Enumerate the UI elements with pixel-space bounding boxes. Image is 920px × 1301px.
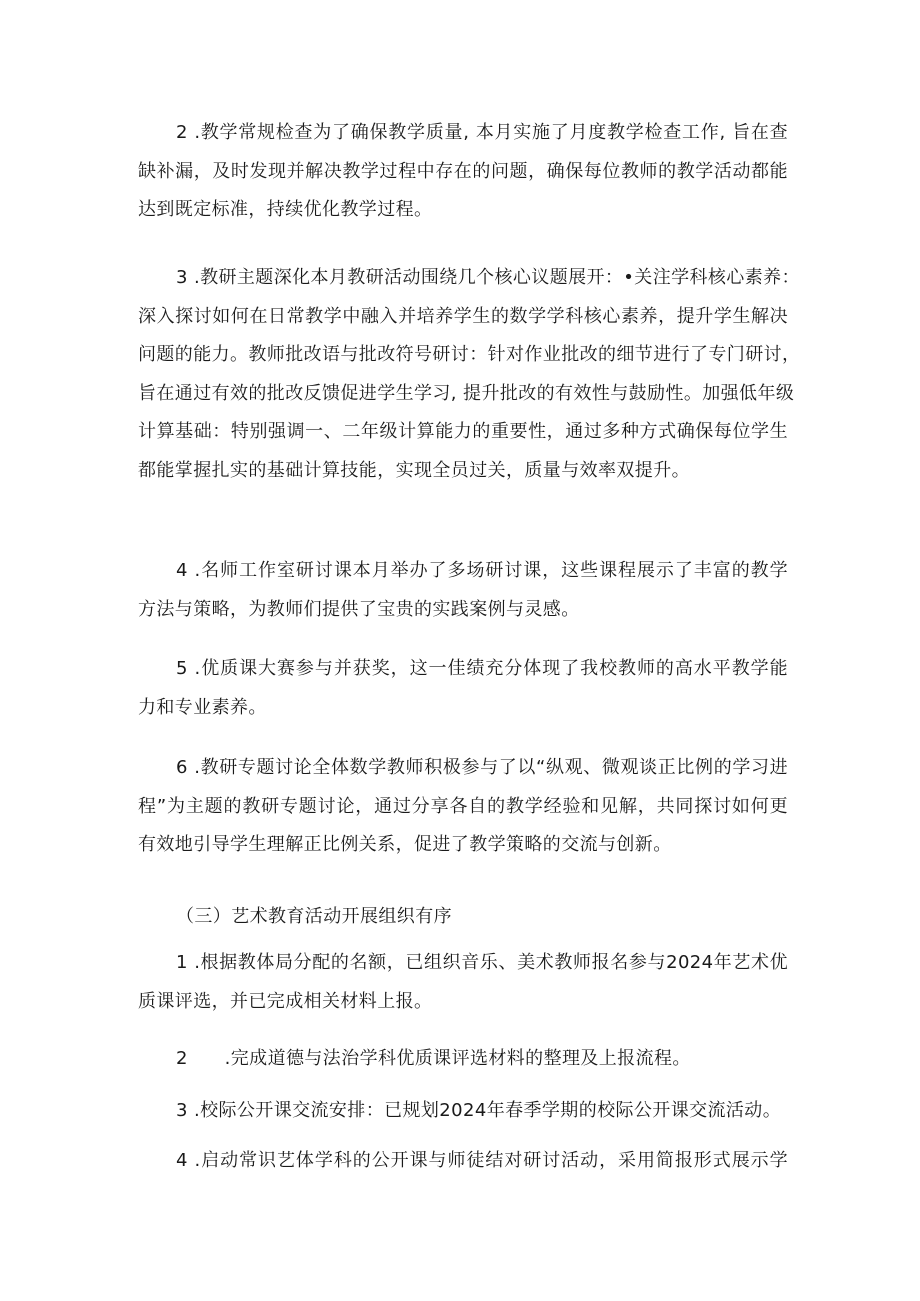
text-line: 质课评选，并已完成相关材料上报。 — [138, 990, 433, 1012]
paragraph-art-1 — [138, 944, 788, 1021]
text-line: 4 .启动常识艺体学科的公开课与师徒结对研讨活动，采用简报形式展示学 — [176, 1150, 788, 1171]
text-line: 方法与策略，为教师们提供了宝贵的实践案例与灵感。 — [138, 598, 580, 620]
paragraph-item-4 — [138, 552, 788, 629]
text-line: 1 .根据教体局分配的名额，已组织音乐、美术教师报名参与2024年艺术优 — [176, 952, 788, 973]
text-line: 旨在通过有效的批改反馈促进学生学习, 提升批改的有效性与鼓励性。加强低年级 — [138, 382, 795, 404]
paragraph-item-2 — [138, 114, 788, 230]
text-line: 都能掌握扎实的基础计算技能，实现全员过关，质量与效率双提升。 — [138, 459, 690, 481]
text-line: 深入探讨如何在日常教学中融入并培养学生的数学学科核心素养，提升学生解决 — [138, 305, 788, 327]
paragraph-item-3 — [138, 259, 801, 491]
text-line: 2 .完成道德与法治学科优质课评选材料的整理及上报流程。 — [176, 1048, 691, 1069]
text-line: 4 .名师工作室研讨课本月举办了多场研讨课，这些课程展示了丰富的教学 — [176, 560, 788, 581]
section-heading: （三）艺术教育活动开展组织有序 — [176, 906, 452, 927]
paragraph-art-3 — [138, 1092, 788, 1131]
text-line: 6 .教研专题讨论全体数学教师积极参与了以“纵观、微观谈正比例的学习进 — [176, 757, 788, 778]
text-line: 力和专业素养。 — [138, 696, 267, 718]
text-line: 有效地引导学生理解正比例关系，促进了教学策略的交流与创新。 — [138, 834, 672, 856]
text-line: 3 .校际公开课交流安排：已规划2024年春季学期的校际公开课交流活动。 — [176, 1100, 782, 1121]
paragraph-item-5 — [138, 650, 788, 727]
text-line: 2 .教学常规检查为了确保教学质量, 本月实施了月度教学检查工作, 旨在查 — [176, 122, 788, 143]
text-line: 5 .优质课大赛参与并获奖，这一佳绩充分体现了我校教师的高水平教学能 — [176, 658, 788, 679]
text-line: 计算基础：特别强调一、二年级计算能力的重要性，通过多种方式确保每位学生 — [138, 421, 788, 443]
text-line: 3 .教研主题深化本月教研活动围绕几个核心议题展开：•关注学科核心素养： — [176, 267, 800, 288]
paragraph-art-4 — [138, 1142, 788, 1181]
paragraph-art-2 — [138, 1040, 788, 1079]
text-line: 程”为主题的教研专题讨论，通过分享各自的教学经验和见解，共同探讨如何更 — [138, 795, 788, 817]
text-line: 缺补漏，及时发现并解决教学过程中存在的问题，确保每位教师的教学活动都能 — [138, 160, 788, 182]
text-line: 达到既定标准，持续优化教学过程。 — [138, 199, 433, 221]
paragraph-item-6 — [138, 749, 788, 865]
text-line: 问题的能力。教师批改语与批改符号研讨：针对作业批改的细节进行了专门研讨， — [138, 344, 801, 366]
